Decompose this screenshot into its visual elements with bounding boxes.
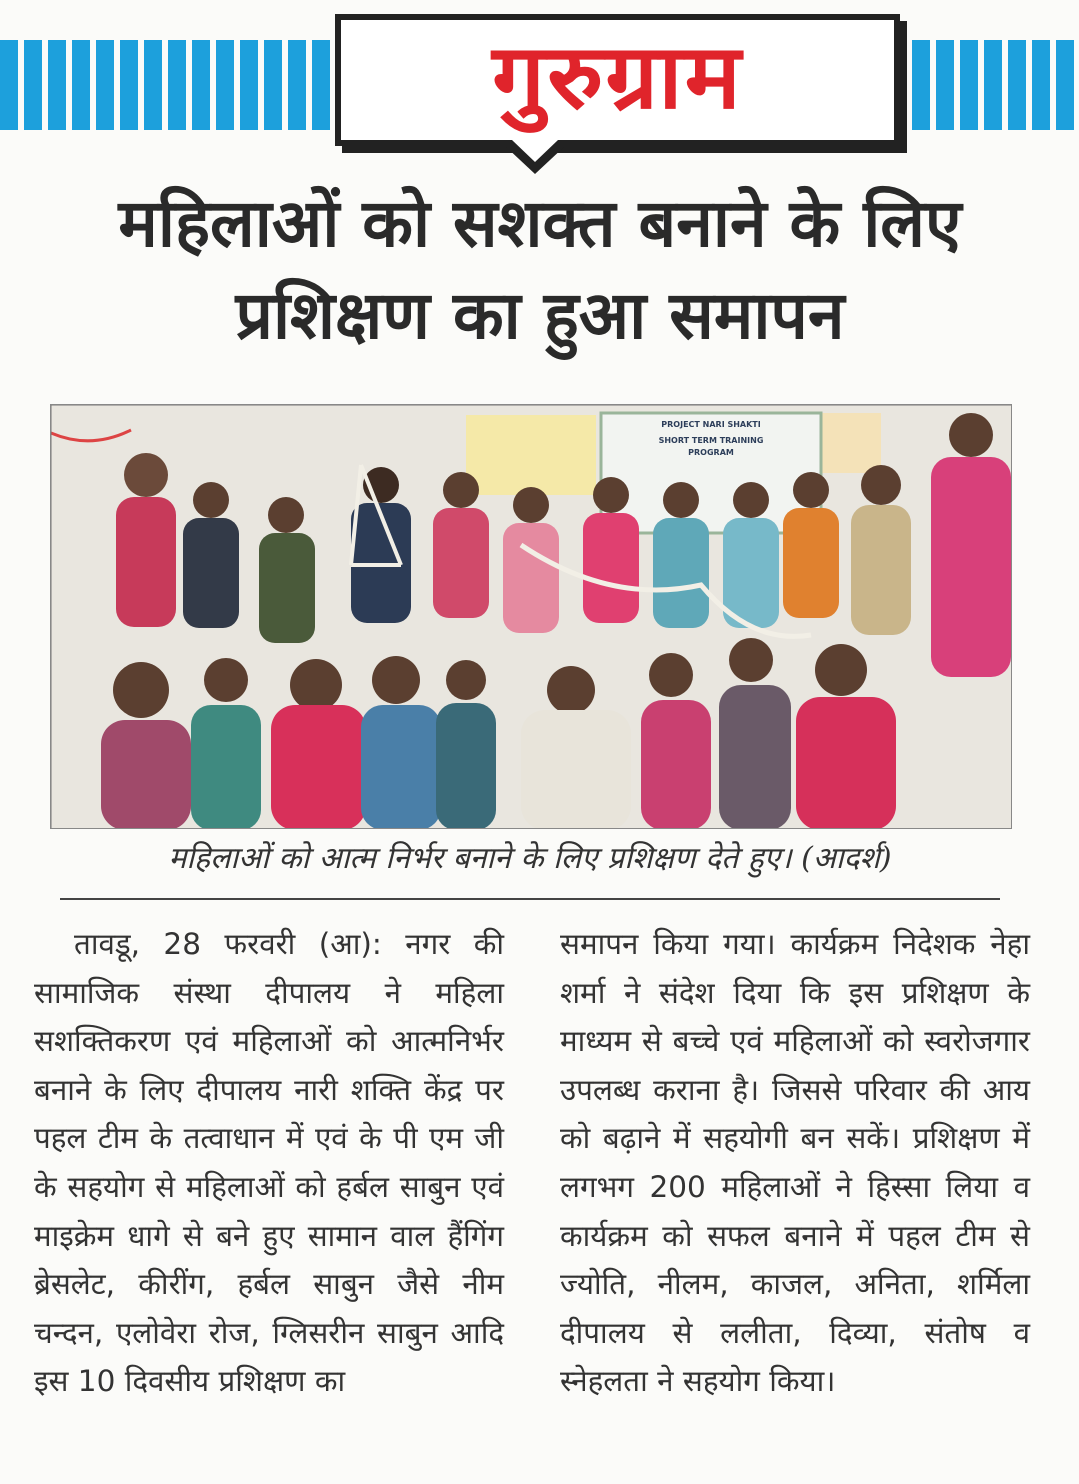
- banner-line-3: PROGRAM: [688, 448, 734, 457]
- article-photo: [50, 404, 1012, 829]
- headline: महिलाओं को सशक्त बनाने के लिए प्रशिक्षण का हुआ समापन: [118, 185, 962, 354]
- caption-divider: [60, 898, 1000, 900]
- photo-caption: महिलाओं को आत्म निर्भर बनाने के लिए प्रशिक्षण देते हुए। (आदर्श): [168, 841, 892, 876]
- group-photo-icon: [51, 405, 1012, 829]
- banner-line-2: SHORT TERM TRAINING: [658, 436, 764, 445]
- section-label-box: [335, 14, 900, 146]
- section-label: गुरुग्राम: [492, 25, 743, 130]
- article-column-right: समापन किया गया। कार्यक्रम निदेशक नेहा शर्मा ने संदेश दिया कि इस प्रशिक्षण के माध्यम से बच्चे एवं महिलाओं को स्वरोजगार उपलब्ध कराना है। जिससे परिवार की आय को बढ़ाने में सहयोगी बन सकें। प्रशिक्षण में लगभग 200 महिलाओं ने हिस्सा लिया व कार्यक्रम को सफल बनाने में पहल टीम से ज्योति, नीलम, काजल, अनिता, शर्मिला दीपालय से ललीता, दिव्या, संतोष व स्नेहलता ने सहयोग किया।: [560, 927, 1030, 1399]
- banner-line-1: PROJECT NARI SHAKTI: [661, 420, 761, 429]
- article-column-left: तावडू, 28 फरवरी (आ): नगर की सामाजिक संस्था दीपालय ने महिला सशक्तिकरण एवं महिलाओं को आत्मनिर्भर बनाने के लिए दीपालय नारी शक्ति केंद्र पर पहल टीम के तत्वाधान में एवं के पी एम जी के सहयोग से महिलाओं को हर्बल साबुन एवं माइक्रेम धागे से बने हुए सामान वाल हैंगिंग ब्रेसलेट, कीरींग, हर्बल साबुन जैसे नीम चन्दन, एलोवेरा रोज, ग्लिसरीन साबुन आदि इस 10 दिवसीय प्रशिक्षण का: [34, 927, 504, 1399]
- section-pointer-fill: [512, 140, 558, 162]
